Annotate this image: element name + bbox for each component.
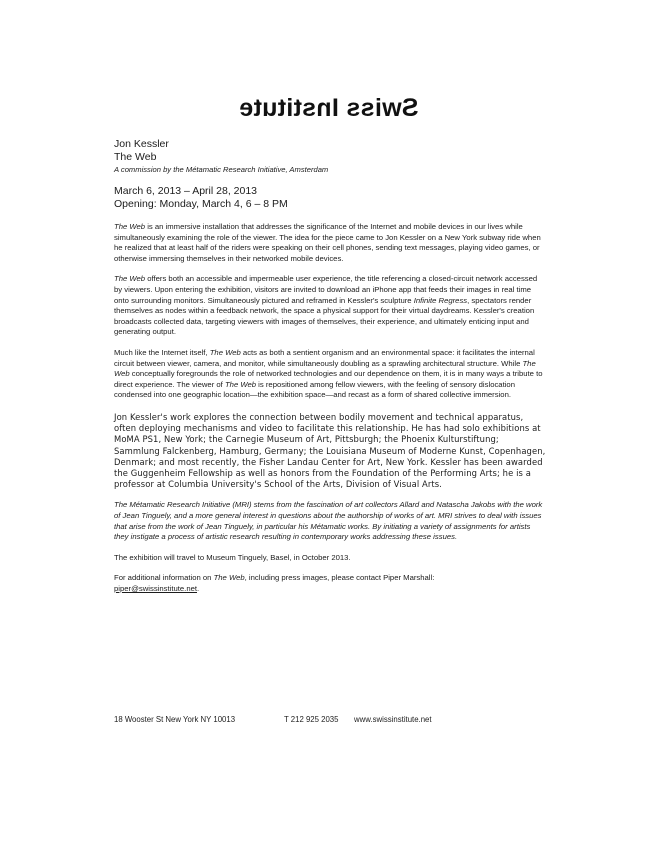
exhibition-dates — [114, 185, 546, 211]
commission-line: A commission by the Métamatic Research Initiative, Amsterdam — [114, 165, 329, 174]
artist-name: Jon Kessler — [114, 138, 169, 150]
exhibition-title: The Web — [114, 151, 157, 163]
contact-email-link[interactable]: piper@swissinstitute.net — [114, 583, 198, 593]
text-run: , spectators render themselves as nodes within a feedback network, the space a physical support for their virtual daydreams. Kessler's creation broadcasts collected data, targeting viewers with images of themselves, their experience, and ultimately enticing input and generating output. — [114, 295, 535, 337]
text-run: , including press images, please contact Piper Marshall: — [244, 573, 435, 583]
press-release-body — [114, 138, 546, 594]
text-run: Much like the Internet itself, — [114, 347, 210, 357]
swiss-institute-logo — [0, 94, 657, 123]
text-run: acts as both a sentient organism and an environmental space: it facilitates the internal circuit between viewer, camera, and monitor, while simultaneously doubling as a sprawling architectural structure. While — [114, 347, 535, 368]
opening-line: Opening: Monday, March 4, 6 – 8 PM — [114, 198, 288, 210]
footer-website: www.swissinstitute.net — [354, 715, 432, 724]
footer-address: 18 Wooster St New York NY 10013 — [114, 715, 236, 724]
text-run: . — [197, 583, 200, 593]
text-run: For additional information on — [114, 573, 214, 583]
title-ref: The Web — [209, 347, 241, 357]
paragraph-intro — [114, 222, 546, 264]
title-ref: The Web — [114, 274, 146, 284]
date-range: March 6, 2013 – April 28, 2013 — [114, 185, 258, 197]
paragraph-internet — [114, 348, 546, 401]
title-ref: The Web — [114, 222, 146, 231]
footer-phone: T 212 925 2035 — [284, 715, 339, 724]
text-run: is repositioned among fellow viewers, with the feeling of sensory dislocation condensed into one geographic location—the exhibition space—and recast as a form of shared collective immersion. — [114, 379, 515, 400]
title-ref: Infinite Regress — [413, 295, 468, 305]
paragraph-contact — [114, 573, 546, 594]
title-ref: The Web — [114, 358, 536, 379]
text-run: is an immersive installation that addresses the significance of the Internet and mobile devices in our lives while simultaneously examining the role of the viewer. The idea for the piece came to Jon Kessler on a New York subway ride when he realized that at least half of the riders were speaking on their cell phones, sending text messages, playing video games, or otherwise immersing themselves in their networked mobile devices. — [114, 222, 541, 263]
title-ref: The Web — [224, 379, 257, 389]
text-run: offers both an accessible and impermeable user experience, the title referencing a closed-circuit network accessed by viewers. Upon entering the exhibition, visitors are invited to download an iPhone app that feeds their images in real time onto surrounding monitors. Simultaneously pictured and reframed in Kessler's sculpture — [114, 274, 538, 305]
title-ref: The Web — [213, 573, 245, 583]
paragraph-travel: The exhibition will travel to Museum Tinguely, Basel, in October 2013. — [114, 552, 351, 562]
text-run: conceptually foregrounds the role of networked technologies and our dependence on them, it is in many ways a tribute to direct experience. The viewer of — [114, 369, 543, 389]
logo-text: Swiss Institute — [238, 94, 419, 122]
paragraph-bio: Jon Kessler's work explores the connection between bodily movement and technical apparatus, often deploying mechanisms and video to facilitate this relationship. He has had solo exhibitions at MoMA PS1, New York; the Carnegie Museum of Art, Pittsburgh; the Phoenix Kulturstiftung; Sammlung Falckenberg, Hamburg, Germany; the Louisiana Museum of Moderne Kunst, Copenhagen, Denmark; and most recently, the Fisher Landau Center for Art, New York. Kessler has been awarded the Guggenheim Fellowship as well as honors from the Foundation of the Performing Arts; he is a professor at Columbia University's School of the Arts, Division of Visual Arts. — [114, 411, 546, 490]
paragraph-mri: The Métamatic Research Initiative (MRI) stems from the fascination of art collectors Allard and Natascha Jakobs with the work of Jean Tinguely, and a more general interest in questions about the authorship of works of art. MRI strives to deal with issues that arise from the work of Jean Tinguely, in particular his Métamatic works. By initiating a variety of assignments for artists they instigate a process of artistic research resulting in contemporary works addressing these issues. — [114, 500, 543, 542]
paragraph-experience — [114, 274, 546, 338]
